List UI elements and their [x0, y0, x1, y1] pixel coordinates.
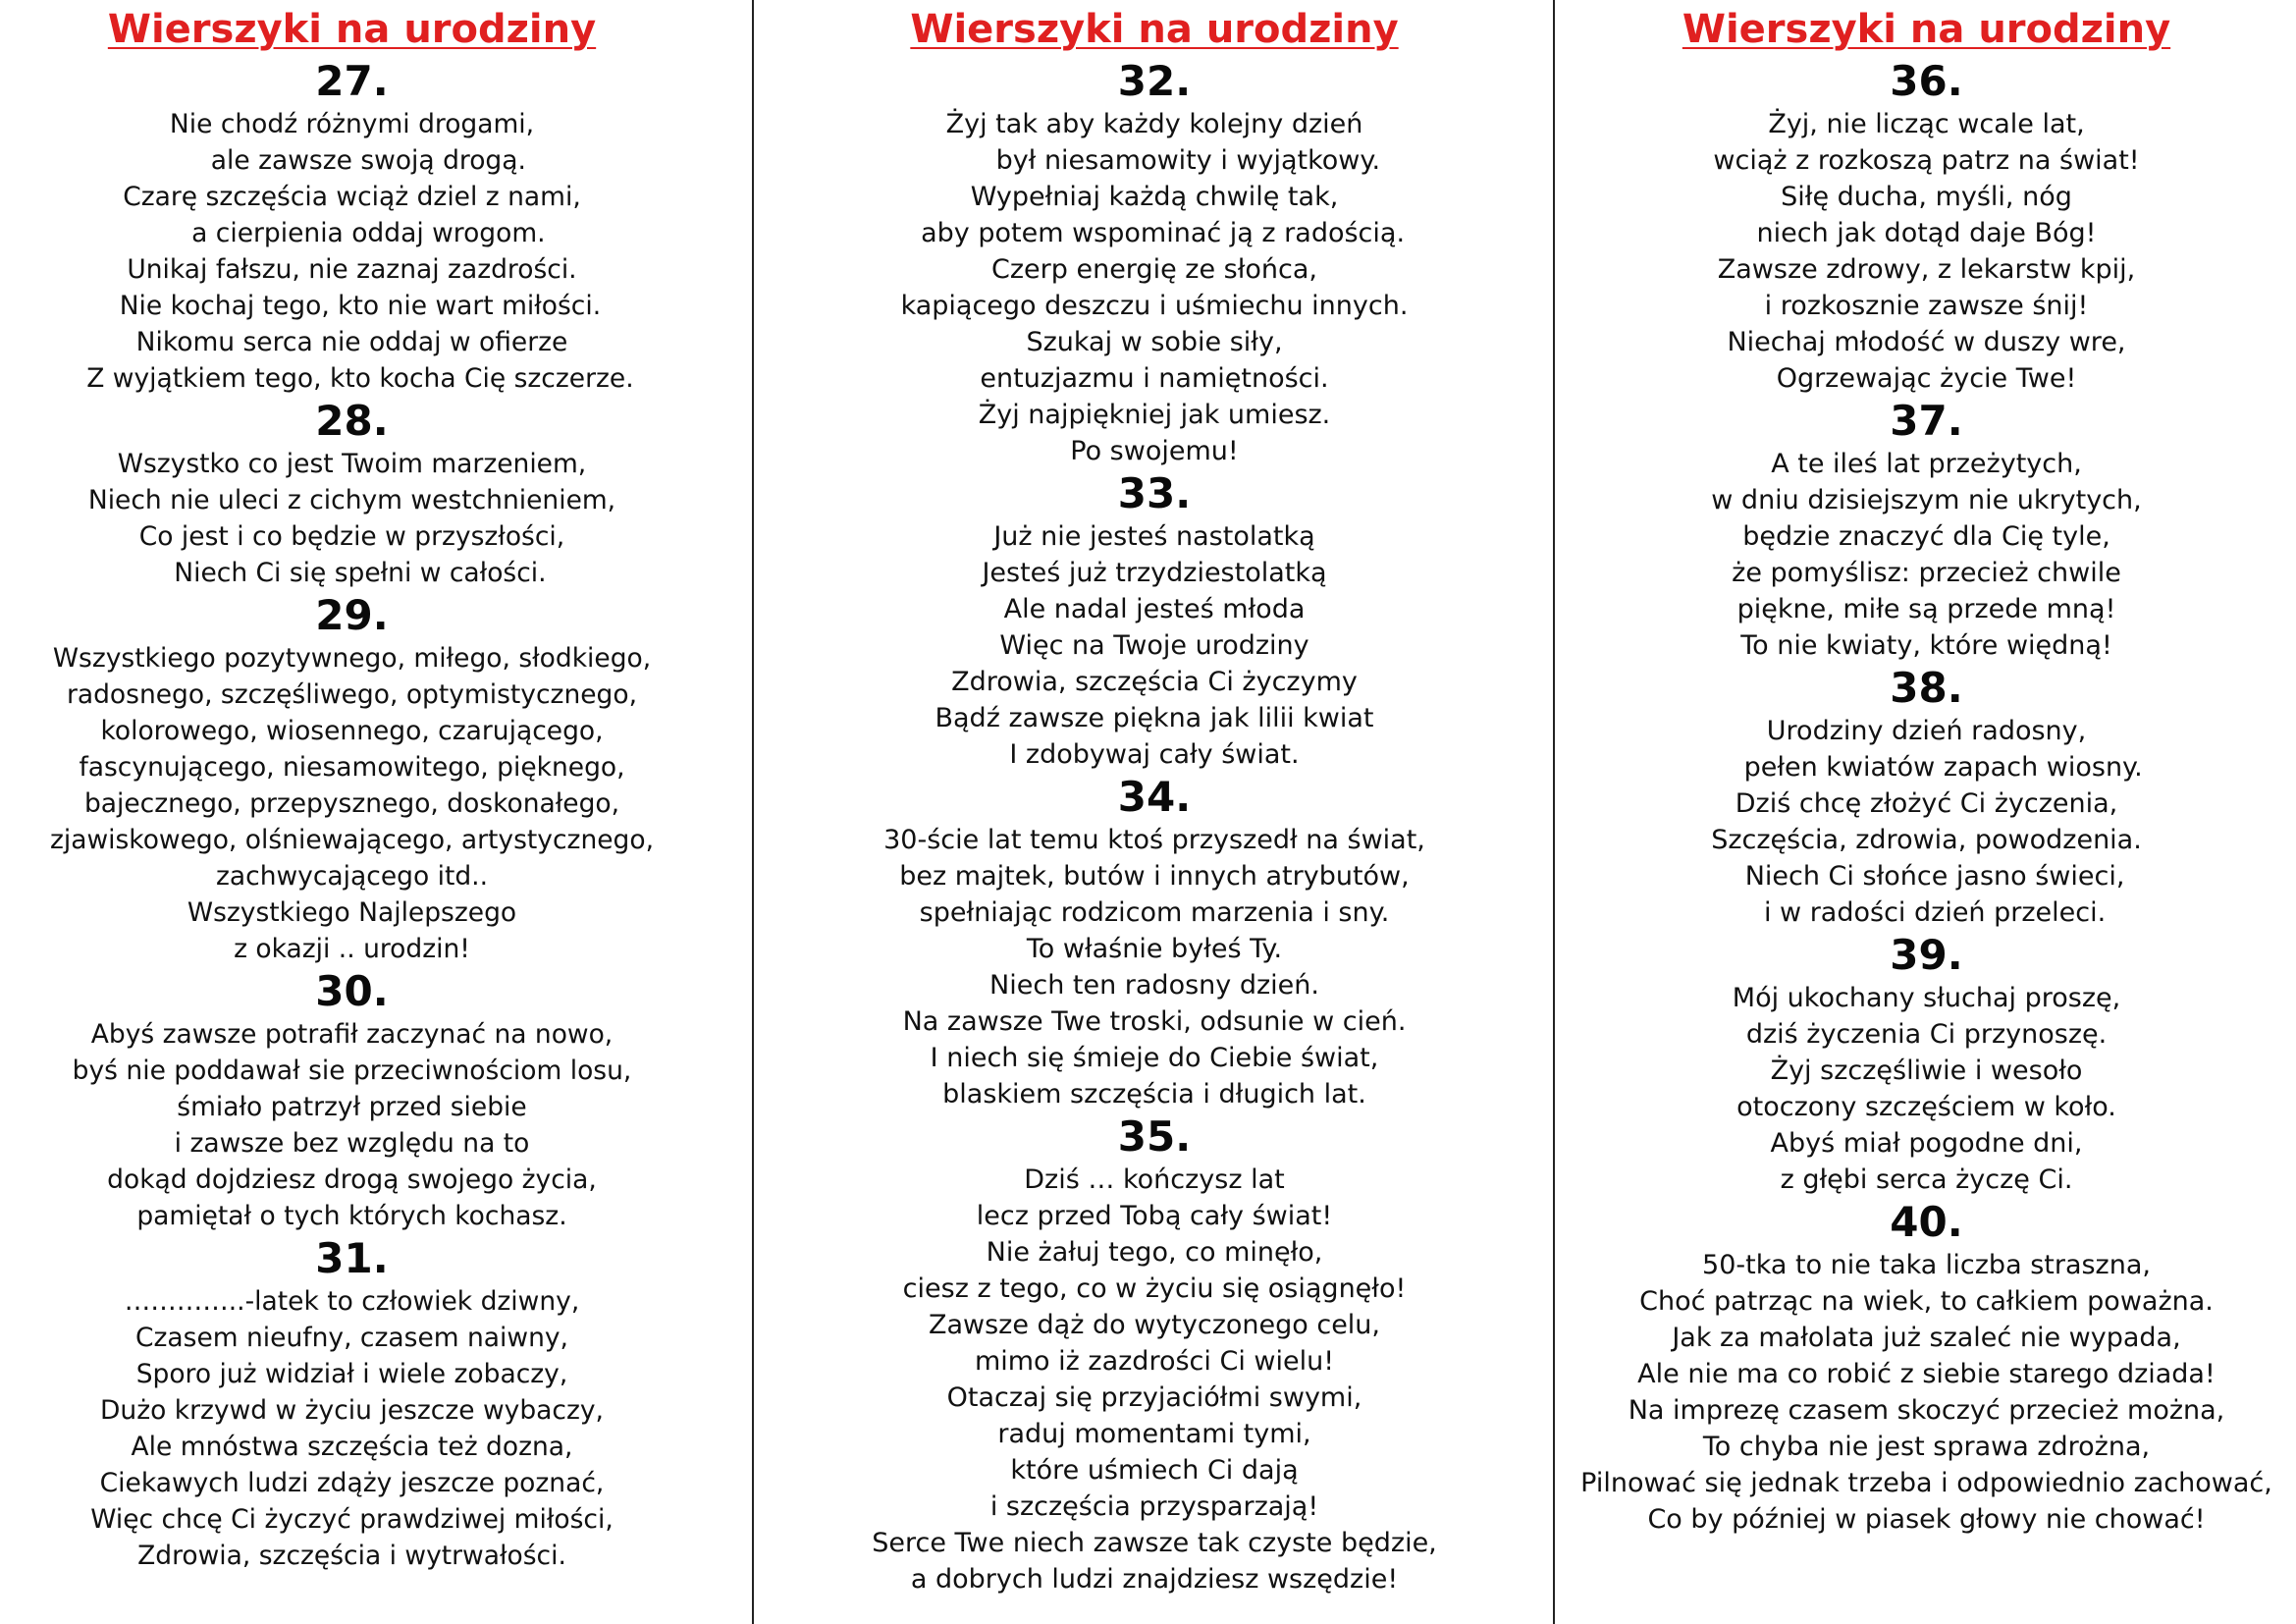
poem-line: Wypełniaj każdą chwilę tak, [970, 182, 1339, 212]
poem-number: 33. [1117, 469, 1192, 517]
poem-list [754, 57, 1555, 1597]
poem-line: Żyj, nie licząc wcale lat, [1768, 109, 2085, 139]
poem-line: Już nie jesteś nastolatką [993, 521, 1315, 552]
poem-line: a cierpienia oddaj wrogom. [158, 218, 546, 248]
poem-line: Dziś chcę złożyć Ci życzenia, [1735, 788, 2118, 819]
poem-line: 50-tka to nie taka liczba straszna, [1702, 1250, 2151, 1280]
poem-line: Nie żałuj tego, co minęło, [986, 1237, 1323, 1268]
poem-line: Po swojemu! [1070, 436, 1239, 466]
poem-line: Z wyjątkiem tego, kto kocha Cię szczerze. [70, 363, 634, 394]
poem-number: 28. [315, 397, 389, 445]
poem-line: kapiącego deszczu i uśmiechu innych. [900, 291, 1409, 321]
poem-line: otoczony szczęściem w koło. [1736, 1092, 2116, 1122]
poem-number: 27. [315, 57, 389, 105]
poem-line: I zdobywaj cały świat. [1009, 739, 1300, 770]
poem-line: 30-ście lat temu ktoś przyszedł na świat, [883, 825, 1425, 855]
poem-number: 30. [315, 967, 389, 1015]
poem-line: niech jak dotąd daje Bóg! [1756, 218, 2097, 248]
poem-block [754, 1112, 1555, 1597]
poem-line: zachwycającego itd.. [215, 861, 489, 892]
poem-line: i rozkosznie zawsze śnij! [1764, 291, 2089, 321]
poem-line: Siłę ducha, myśli, nóg [1781, 182, 2072, 212]
poem-line: Niech nie uleci z cichym westchnieniem, [87, 485, 616, 515]
poem-block [0, 57, 704, 397]
poem-number: 29. [315, 591, 389, 639]
poem-line: z okazji .. urodzin! [234, 934, 470, 964]
poem-line: Zdrowia, szczęścia Ci życzymy [951, 667, 1358, 697]
poem-column-3 [1557, 0, 2296, 1624]
poem-line: Urodziny dzień radosny, [1766, 716, 2087, 746]
poem-line: Szczęścia, zdrowia, powodzenia. [1711, 825, 2142, 855]
poem-line: Czarę szczęścia wciąż dziel z nami, [123, 182, 581, 212]
poem-line: Jesteś już trzydziestolatką [982, 558, 1327, 588]
poem-number: 32. [1117, 57, 1192, 105]
poem-line: ciesz z tego, co w życiu się osiągnęło! [902, 1273, 1407, 1304]
poem-line: Zawsze zdrowy, z lekarstw kpij, [1717, 254, 2136, 285]
poem-column-2 [754, 0, 1555, 1624]
poem-list [1557, 57, 2296, 1538]
poem-line: aby potem wspominać ją z radością. [903, 218, 1406, 248]
poem-line: Nie kochaj tego, kto nie wart miłości. [102, 291, 602, 321]
poem-line: lecz przed Tobą cały świat! [976, 1201, 1333, 1231]
poem-line: z głębi serca życzę Ci. [1780, 1164, 2073, 1195]
poem-line: ale zawsze swoją drogą. [178, 145, 526, 176]
poem-line: Bądź zawsze piękna jak lilii kwiat [934, 703, 1374, 733]
poem-line: Mój ukochany słuchaj proszę, [1732, 983, 2121, 1013]
poem-line: Żyj najpiękniej jak umiesz. [978, 400, 1331, 430]
poem-line: które uśmiech Ci dają [1010, 1455, 1299, 1486]
poem-line: …………..-latek to człowiek dziwny, [124, 1286, 580, 1317]
poem-line: Sporo już widział i wiele zobaczy, [135, 1359, 568, 1389]
poem-line: Unikaj fałszu, nie zaznaj zazdrości. [127, 254, 577, 285]
poem-line: bajecznego, przepysznego, doskonałego, [83, 788, 620, 819]
poem-number: 31. [315, 1234, 389, 1282]
poem-line: Dużo krzywd w życiu jeszcze wybaczy, [100, 1395, 604, 1426]
poem-line: I niech się śmieje do Ciebie świat, [930, 1043, 1379, 1073]
poem-line: Nie chodź różnymi drogami, [169, 109, 535, 139]
poem-line: śmiało patrzył przed siebie [177, 1092, 527, 1122]
poem-line: Ale nie ma co robić z siebie starego dziada! [1637, 1359, 2216, 1389]
poem-block [1557, 664, 2296, 931]
poem-line: Zawsze dąż do wytyczonego celu, [928, 1310, 1380, 1340]
poem-line: Serce Twe niech zawsze tak czyste będzie, [872, 1528, 1437, 1558]
poem-line: Więc na Twoje urodziny [999, 630, 1309, 661]
poem-line: Niech Ci słońce jasno świeci, [1728, 861, 2125, 892]
column-title: Wierszyki na urodziny [1682, 7, 2171, 52]
poem-line: Żyj tak aby każdy kolejny dzień [945, 109, 1363, 139]
poem-line: Niechaj młodość w duszy wre, [1727, 327, 2126, 357]
poem-line: Ogrzewając życie Twe! [1776, 363, 2077, 394]
poem-line: Wszystkiego pozytywnego, miłego, słodkiego, [52, 643, 652, 674]
poem-line: Co jest i co będzie w przyszłości, [138, 521, 565, 552]
poem-line: bez majtek, butów i innych atrybutów, [899, 861, 1410, 892]
poem-line: kolorowego, wiosennego, czarującego, [100, 716, 604, 746]
poem-line: i zawsze bez względu na to [174, 1128, 530, 1159]
poem-block [0, 591, 704, 967]
poem-line: Wszystkiego Najlepszego [187, 897, 517, 928]
poem-line: Wszystko co jest Twoim marzeniem, [117, 449, 587, 479]
poem-line: Abyś zawsze potrafił zaczynać na nowo, [90, 1019, 614, 1050]
poem-block [0, 1234, 704, 1574]
poem-line: raduj momentami tymi, [997, 1419, 1311, 1449]
poem-line: Ale nadal jesteś młoda [1003, 594, 1306, 624]
poem-number: 35. [1117, 1112, 1192, 1161]
poem-number: 37. [1890, 397, 1963, 445]
poem-line: mimo iż zazdrości Ci wielu! [974, 1346, 1335, 1377]
poem-line: Dziś … kończysz lat [1024, 1164, 1285, 1195]
poem-line: Pilnować się jednak trzeba i odpowiednio zachować, [1580, 1468, 2272, 1498]
poem-line: był niesamowity i wyjątkowy. [928, 145, 1381, 176]
poem-line: Otaczaj się przyjaciółmi swymi, [946, 1382, 1362, 1413]
poem-line: że pomyślisz: przecież chwile [1732, 558, 2121, 588]
poem-line: Co by później w piasek głowy nie chować! [1647, 1504, 2206, 1535]
poem-line: w dniu dzisiejszym nie ukrytych, [1711, 485, 2142, 515]
poem-block [1557, 931, 2296, 1198]
poem-line: blaskiem szczęścia i długich lat. [942, 1079, 1366, 1110]
poem-line: Choć patrząc na wiek, to całkiem poważna. [1639, 1286, 2214, 1317]
poem-number: 34. [1117, 773, 1192, 821]
poem-line: Czasem nieufny, czasem naiwny, [135, 1323, 568, 1353]
poem-block [0, 967, 704, 1234]
poem-column-1 [0, 0, 704, 1624]
poem-line: To właśnie byłeś Ty. [1026, 934, 1283, 964]
poem-block [754, 57, 1555, 469]
poem-line: i szczęścia przysparzają! [989, 1491, 1319, 1522]
poem-line: entuzjazmu i namiętności. [980, 363, 1329, 394]
poem-line: fascynującego, niesamowitego, pięknego, [79, 752, 625, 783]
poem-line: A te ileś lat przeżytych, [1771, 449, 2082, 479]
poem-line: Na imprezę czasem skoczyć przecież można, [1628, 1395, 2225, 1426]
poem-line: Szukaj w sobie siły, [1026, 327, 1283, 357]
poem-line: będzie znaczyć dla Cię tyle, [1742, 521, 2110, 552]
poem-list [0, 57, 704, 1574]
poem-block [1557, 1198, 2296, 1538]
poem-line: Niech Ci się spełni w całości. [157, 558, 547, 588]
poem-line: radosnego, szczęśliwego, optymistycznego, [66, 679, 638, 710]
poem-number: 36. [1890, 57, 1963, 105]
poem-line: zjawiskowego, olśniewającego, artystycznego, [49, 825, 655, 855]
poem-line: dziś życzenia Ci przynoszę. [1745, 1019, 2108, 1050]
poem-block [754, 773, 1555, 1112]
poem-line: Nikomu serca nie oddaj w ofierze [135, 327, 568, 357]
poem-line: i w radości dzień przeleci. [1746, 897, 2107, 928]
poem-line: Zdrowia, szczęścia i wytrwałości. [137, 1541, 566, 1571]
poem-line: dokąd dojdziesz drogą swojego życia, [107, 1164, 597, 1195]
poem-line: Ale mnóstwa szczęścia też dozna, [131, 1432, 573, 1462]
poem-line: spełniając rodzicom marzenia i sny. [919, 897, 1390, 928]
poem-line: wciąż z rozkoszą patrz na świat! [1713, 145, 2140, 176]
poem-number: 40. [1890, 1198, 1963, 1246]
poem-line: To nie kwiaty, które więdną! [1740, 630, 2112, 661]
poem-line: Ciekawych ludzi zdąży jeszcze poznać, [99, 1468, 605, 1498]
poem-number: 39. [1890, 931, 1963, 979]
poem-line: piękne, miłe są przede mną! [1736, 594, 2116, 624]
poem-line: Na zawsze Twe troski, odsunie w cień. [902, 1006, 1407, 1037]
column-title: Wierszyki na urodziny [910, 7, 1399, 52]
poem-line: pełen kwiatów zapach wiosny. [1710, 752, 2143, 783]
column-title: Wierszyki na urodziny [107, 7, 597, 52]
poem-block [1557, 57, 2296, 397]
poem-line: To chyba nie jest sprawa zdrożna, [1702, 1432, 2151, 1462]
poem-line: Więc chcę Ci życzyć prawdziwej miłości, [90, 1504, 614, 1535]
poem-line: a dobrych ludzi znajdziesz wszędzie! [910, 1564, 1399, 1595]
poem-line: byś nie poddawał sie przeciwnościom losu, [72, 1056, 632, 1086]
poem-line: Żyj szczęśliwie i wesoło [1770, 1056, 2083, 1086]
poem-number: 38. [1890, 664, 1963, 712]
poem-line: Abyś miał pogodne dni, [1770, 1128, 2083, 1159]
poem-block [1557, 397, 2296, 664]
poem-line: pamiętał o tych których kochasz. [136, 1201, 567, 1231]
poem-line: Czerp energię ze słońca, [991, 254, 1317, 285]
poem-line: Jak za małolata już szaleć nie wypada, [1672, 1323, 2181, 1353]
poem-block [0, 397, 704, 591]
poem-line: Niech ten radosny dzień. [989, 970, 1319, 1001]
poem-block [754, 469, 1555, 773]
